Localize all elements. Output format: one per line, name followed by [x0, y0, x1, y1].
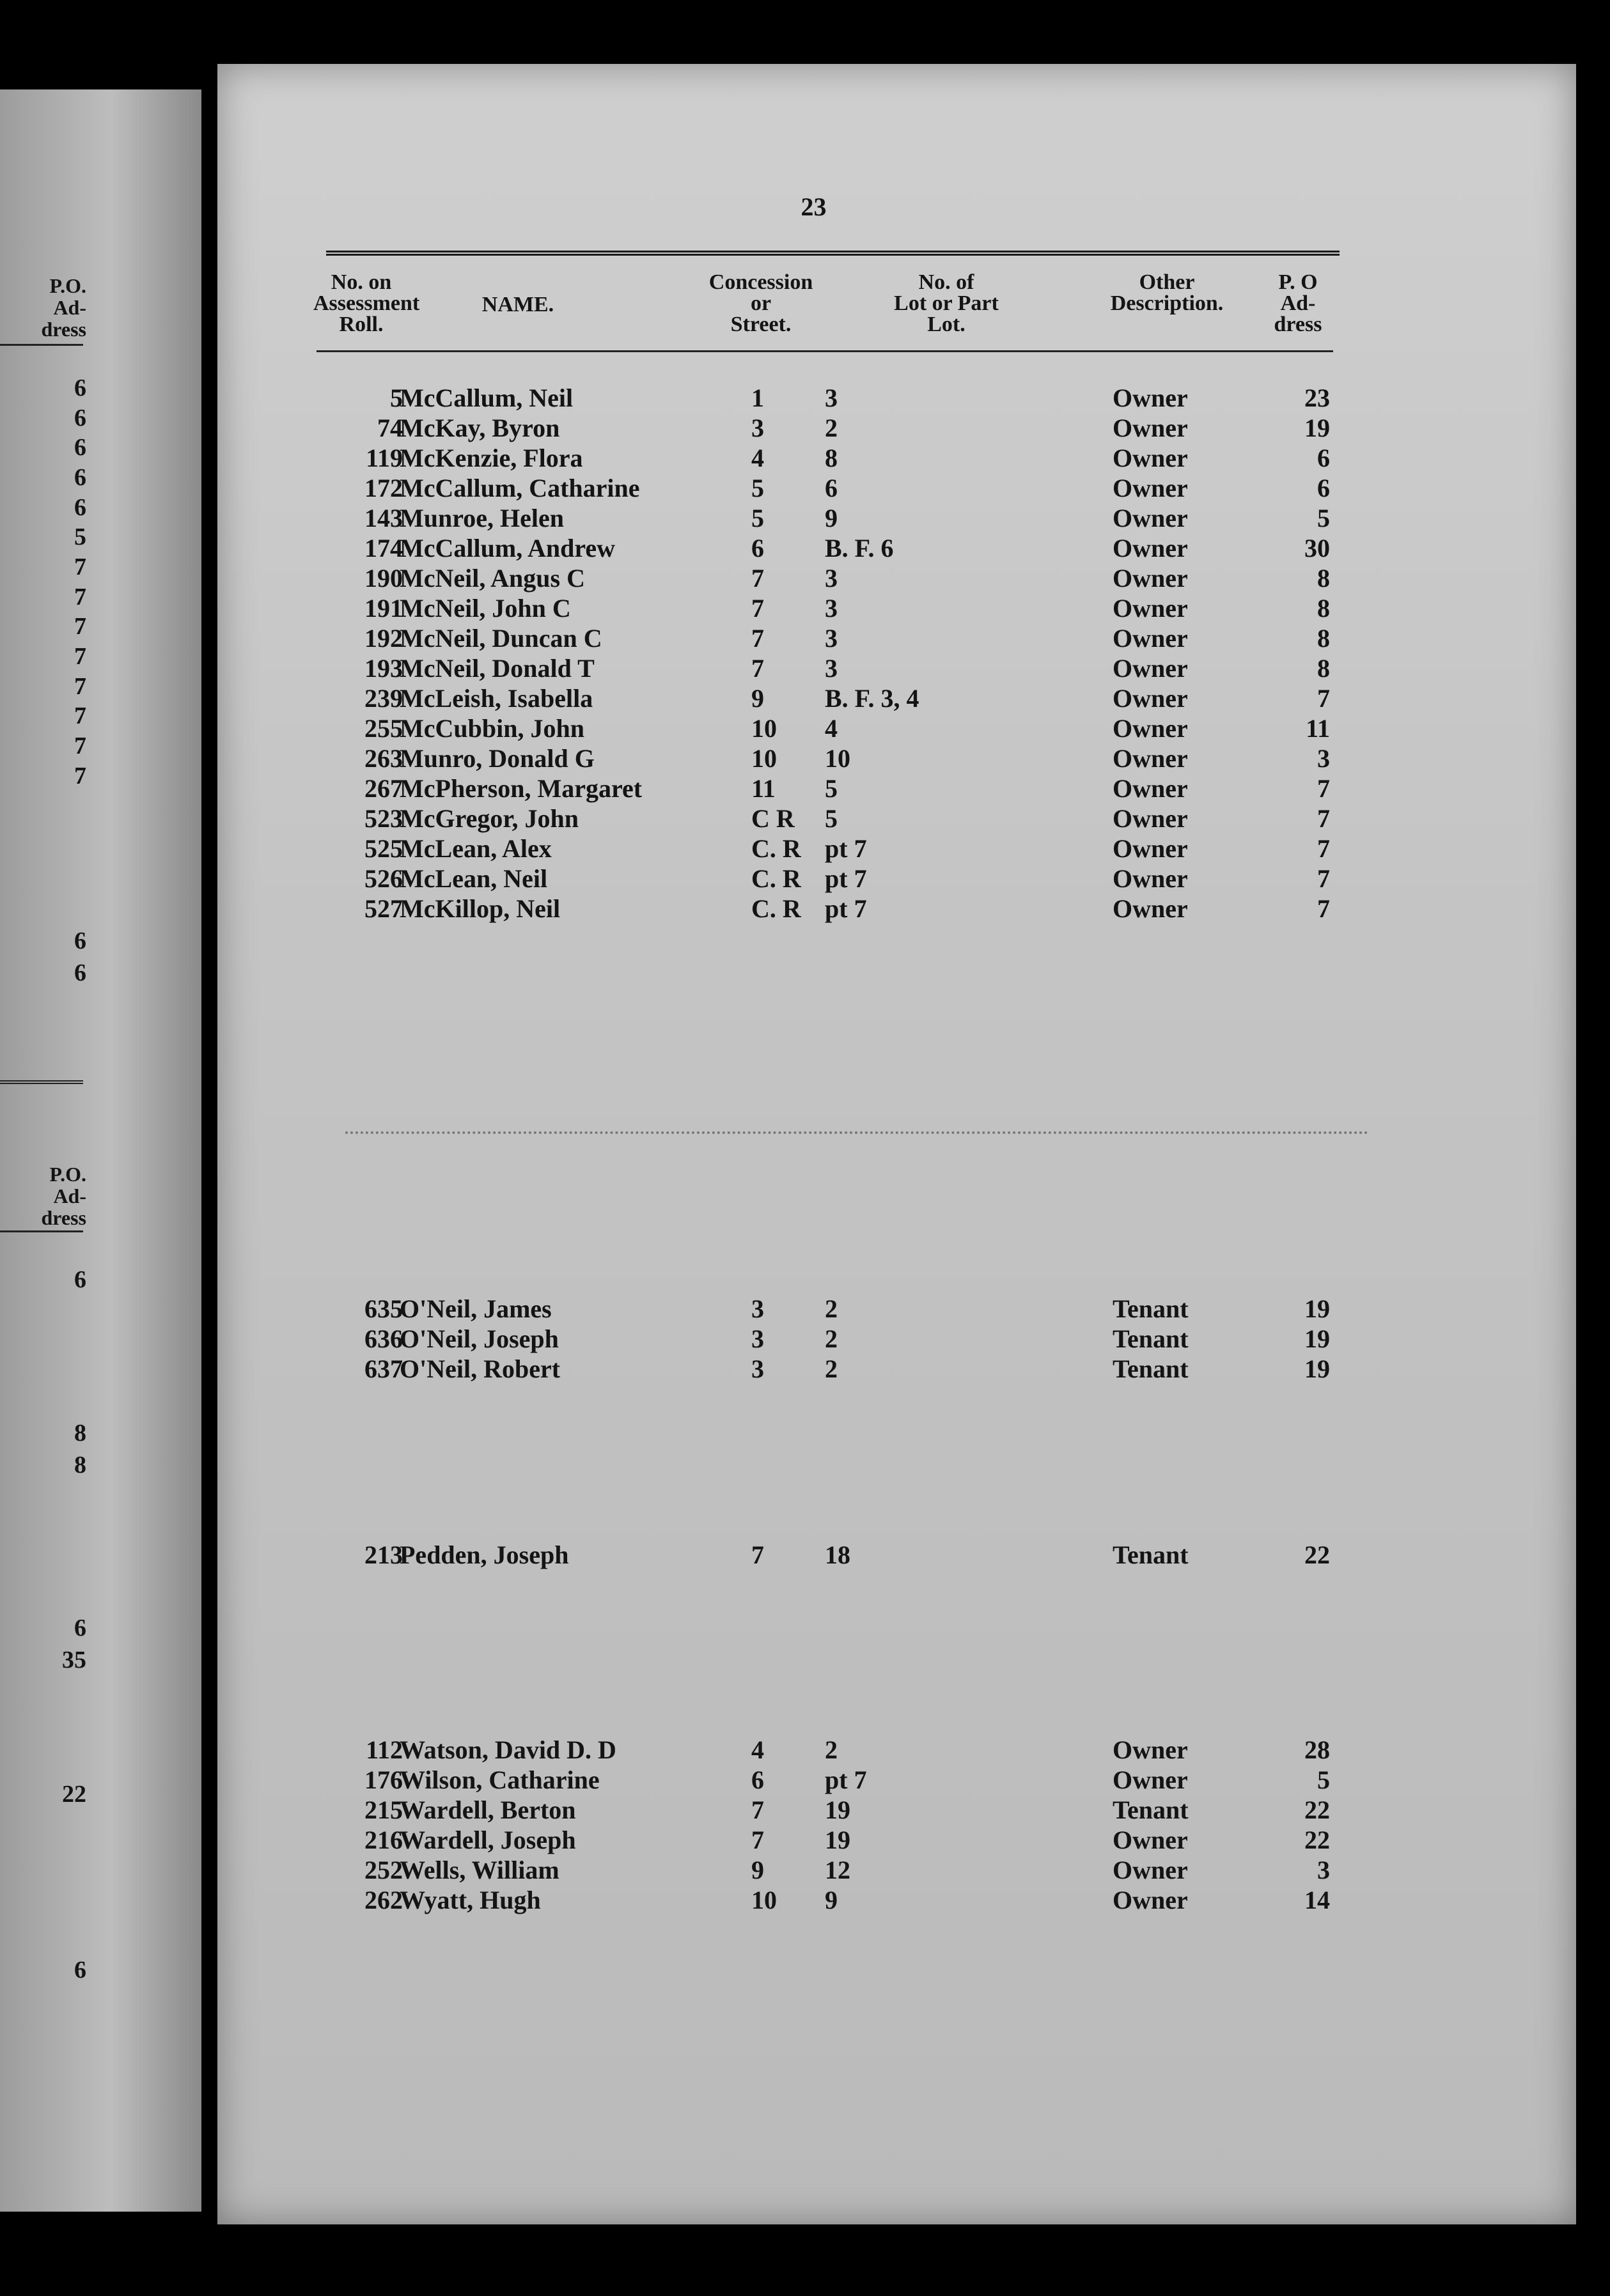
- left-po-value: 6: [74, 959, 86, 986]
- cell-name: McNeil, Donald T: [400, 654, 595, 683]
- left-po-value: 6: [74, 494, 86, 521]
- table-row: [217, 1294, 1576, 1324]
- cell-name: Wilson, Catharine: [400, 1765, 600, 1794]
- cell-po: 22: [1304, 1826, 1330, 1854]
- cell-desc: Tenant: [1113, 1796, 1189, 1824]
- cell-no: 635: [364, 1294, 403, 1323]
- left-po-header-top: P.O. Ad- dress: [41, 274, 86, 341]
- cell-con: 7: [751, 1540, 764, 1569]
- table-row: [217, 1540, 1576, 1570]
- cell-desc: Owner: [1113, 654, 1188, 683]
- cell-con: 10: [751, 744, 777, 773]
- cell-lot: pt 7: [825, 834, 867, 863]
- cell-name: McCallum, Neil: [400, 384, 574, 412]
- cell-name: McCallum, Catharine: [400, 474, 640, 502]
- cell-no: 143: [364, 504, 403, 532]
- cell-con: C. R: [751, 894, 801, 923]
- cell-desc: Owner: [1113, 384, 1188, 412]
- left-po-value: 6: [74, 434, 86, 461]
- table-row: [217, 744, 1576, 773]
- cell-name: McCubbin, John: [400, 714, 584, 743]
- left-po-value: 6: [74, 927, 86, 954]
- cell-po: 7: [1317, 804, 1330, 833]
- cell-desc: Tenant: [1113, 1354, 1189, 1383]
- cell-desc: Owner: [1113, 534, 1188, 562]
- table-row: [217, 624, 1576, 653]
- cell-no: 192: [364, 624, 403, 653]
- cell-name: McKillop, Neil: [400, 894, 561, 923]
- cell-name: Wyatt, Hugh: [400, 1886, 541, 1914]
- cell-con: C. R: [751, 864, 801, 893]
- left-po-value: 35: [62, 1647, 86, 1673]
- cell-desc: Owner: [1113, 834, 1188, 863]
- cell-po: 22: [1304, 1796, 1330, 1824]
- left-po-header-bottom: P.O. Ad- dress: [41, 1163, 86, 1229]
- cell-no: 215: [364, 1796, 403, 1824]
- cell-desc: Owner: [1113, 774, 1188, 803]
- cell-no: 176: [364, 1765, 403, 1794]
- left-po-value: 7: [74, 584, 86, 610]
- cell-no: 523: [364, 804, 403, 833]
- cell-con: 6: [751, 1765, 764, 1794]
- cell-po: 7: [1317, 684, 1330, 713]
- table-row: [217, 654, 1576, 683]
- cell-desc: Tenant: [1113, 1540, 1189, 1569]
- cell-no: 637: [364, 1354, 403, 1383]
- table-row: [217, 564, 1576, 593]
- cell-lot: 19: [825, 1796, 850, 1824]
- table-row: [217, 834, 1576, 864]
- left-po-value: 7: [74, 643, 86, 670]
- cell-po: 3: [1317, 1856, 1330, 1884]
- cell-name: McKenzie, Flora: [400, 444, 583, 472]
- cell-con: 7: [751, 1796, 764, 1824]
- left-po-value: 7: [74, 733, 86, 759]
- cell-name: Watson, David D. D: [400, 1735, 616, 1764]
- cell-po: 22: [1304, 1540, 1330, 1569]
- cell-no: 193: [364, 654, 403, 683]
- cell-lot: 6: [825, 474, 838, 502]
- cell-po: 7: [1317, 774, 1330, 803]
- cell-no: 267: [364, 774, 403, 803]
- cell-po: 8: [1317, 594, 1330, 623]
- left-po-value: 7: [74, 613, 86, 640]
- table-row: [217, 1856, 1576, 1885]
- table-row: [217, 1324, 1576, 1354]
- cell-desc: Owner: [1113, 414, 1188, 442]
- cell-name: O'Neil, James: [400, 1294, 552, 1323]
- cell-name: McNeil, Duncan C: [400, 624, 602, 653]
- table-row: [217, 504, 1576, 533]
- cell-no: 174: [364, 534, 403, 562]
- left-po-value: 7: [74, 763, 86, 789]
- cell-con: 9: [751, 1856, 764, 1884]
- cell-no: 5: [390, 384, 403, 412]
- table-row: [217, 1735, 1576, 1765]
- table-row: [217, 474, 1576, 503]
- cell-desc: Owner: [1113, 564, 1188, 593]
- cell-name: McNeil, John C: [400, 594, 571, 623]
- cell-desc: Owner: [1113, 594, 1188, 623]
- table-row: [217, 1796, 1576, 1825]
- cell-lot: 3: [825, 564, 838, 593]
- page-number: 23: [801, 192, 827, 221]
- cell-lot: 2: [825, 1294, 838, 1323]
- cell-desc: Tenant: [1113, 1324, 1189, 1353]
- cell-no: 119: [366, 444, 403, 472]
- left-po-value: 6: [74, 1615, 86, 1641]
- cell-no: 172: [364, 474, 403, 502]
- cell-desc: Owner: [1113, 504, 1188, 532]
- cell-name: McKay, Byron: [400, 414, 560, 442]
- cell-name: O'Neil, Robert: [400, 1354, 561, 1383]
- left-po-value: 6: [74, 1957, 86, 1983]
- cell-name: Wells, William: [400, 1856, 559, 1884]
- left-po-value: 6: [74, 464, 86, 491]
- facing-page-fragment: [0, 89, 201, 2212]
- cell-no: 74: [377, 414, 403, 442]
- left-header-rule-2: [0, 1230, 83, 1232]
- cell-no: 191: [364, 594, 403, 623]
- table-row: [217, 444, 1576, 473]
- left-po-value: 8: [74, 1452, 86, 1478]
- cell-no: 213: [364, 1540, 403, 1569]
- cell-po: 14: [1304, 1886, 1330, 1914]
- header-double-rule: [326, 251, 1340, 258]
- column-header-name: NAME.: [481, 293, 554, 316]
- cell-con: 4: [751, 444, 764, 472]
- left-po-value: 6: [74, 1266, 86, 1293]
- cell-desc: Owner: [1113, 804, 1188, 833]
- left-po-value: 5: [74, 524, 86, 550]
- cell-no: 636: [364, 1324, 403, 1353]
- cell-po: 5: [1317, 1765, 1330, 1794]
- cell-desc: Owner: [1113, 864, 1188, 893]
- table-row: [217, 864, 1576, 894]
- cell-name: McNeil, Angus C: [400, 564, 585, 593]
- assessment-roll-page: [217, 64, 1576, 2224]
- cell-desc: Owner: [1113, 1735, 1188, 1764]
- table-row: [217, 1765, 1576, 1795]
- table-row: [217, 1826, 1576, 1855]
- cell-po: 19: [1304, 1324, 1330, 1353]
- cell-lot: 3: [825, 624, 838, 653]
- left-section-rule: [0, 1080, 83, 1087]
- cell-po: 23: [1304, 384, 1330, 412]
- cell-po: 7: [1317, 894, 1330, 923]
- cell-po: 5: [1317, 504, 1330, 532]
- cell-po: 8: [1317, 654, 1330, 683]
- table-row: [217, 534, 1576, 563]
- left-po-value: 6: [74, 375, 86, 401]
- cell-desc: Owner: [1113, 744, 1188, 773]
- cell-no: 525: [364, 834, 403, 863]
- cell-name: Munro, Donald G: [400, 744, 595, 773]
- cell-con: 7: [751, 564, 764, 593]
- cell-po: 6: [1317, 474, 1330, 502]
- cell-lot: 12: [825, 1856, 850, 1884]
- cell-desc: Owner: [1113, 894, 1188, 923]
- cell-lot: 19: [825, 1826, 850, 1854]
- left-po-value: 7: [74, 702, 86, 729]
- cell-con: 3: [751, 414, 764, 442]
- cell-lot: 2: [825, 1354, 838, 1383]
- cell-no: 527: [364, 894, 403, 923]
- cell-lot: pt 7: [825, 864, 867, 893]
- cell-con: C. R: [751, 834, 801, 863]
- cell-name: McLean, Neil: [400, 864, 548, 893]
- cell-po: 8: [1317, 624, 1330, 653]
- table-row: [217, 384, 1576, 413]
- cell-lot: B. F. 6: [825, 534, 894, 562]
- cell-con: 6: [751, 534, 764, 562]
- cell-con: 7: [751, 624, 764, 653]
- cell-con: 7: [751, 1826, 764, 1854]
- cell-po: 11: [1306, 714, 1330, 743]
- cell-con: 10: [751, 1886, 777, 1914]
- table-row: [217, 594, 1576, 623]
- cell-no: 262: [364, 1886, 403, 1914]
- left-po-value: 22: [62, 1781, 86, 1808]
- cell-con: 5: [751, 504, 764, 532]
- faint-separator: [345, 1131, 1368, 1134]
- table-row: [217, 1354, 1576, 1384]
- cell-con: C R: [751, 804, 795, 833]
- cell-con: 10: [751, 714, 777, 743]
- cell-desc: Owner: [1113, 444, 1188, 472]
- cell-lot: 3: [825, 594, 838, 623]
- cell-no: 239: [364, 684, 403, 713]
- cell-lot: 2: [825, 1324, 838, 1353]
- cell-lot: 9: [825, 504, 838, 532]
- left-po-value: 6: [74, 405, 86, 431]
- cell-desc: Owner: [1113, 684, 1188, 713]
- cell-lot: 8: [825, 444, 838, 472]
- cell-no: 526: [364, 864, 403, 893]
- cell-con: 3: [751, 1354, 764, 1383]
- cell-con: 4: [751, 1735, 764, 1764]
- cell-con: 3: [751, 1294, 764, 1323]
- cell-con: 5: [751, 474, 764, 502]
- cell-name: O'Neil, Joseph: [400, 1324, 559, 1353]
- table-row: [217, 1886, 1576, 1915]
- cell-no: 112: [366, 1735, 403, 1764]
- cell-desc: Owner: [1113, 1765, 1188, 1794]
- cell-desc: Owner: [1113, 1826, 1188, 1854]
- cell-con: 7: [751, 654, 764, 683]
- cell-con: 11: [751, 774, 776, 803]
- table-row: [217, 684, 1576, 713]
- cell-lot: pt 7: [825, 1765, 867, 1794]
- cell-lot: 9: [825, 1886, 838, 1914]
- cell-lot: B. F. 3, 4: [825, 684, 919, 713]
- cell-lot: 2: [825, 1735, 838, 1764]
- cell-po: 19: [1304, 414, 1330, 442]
- table-row: [217, 804, 1576, 834]
- cell-desc: Owner: [1113, 1886, 1188, 1914]
- table-row: [217, 894, 1576, 924]
- cell-po: 28: [1304, 1735, 1330, 1764]
- column-header-description: Other Description.: [1110, 270, 1224, 315]
- cell-po: 19: [1304, 1354, 1330, 1383]
- cell-lot: 5: [825, 774, 838, 803]
- table-row: [217, 414, 1576, 443]
- cell-po: 19: [1304, 1294, 1330, 1323]
- cell-desc: Owner: [1113, 474, 1188, 502]
- cell-lot: 2: [825, 414, 838, 442]
- cell-desc: Tenant: [1113, 1294, 1189, 1323]
- cell-lot: 18: [825, 1540, 850, 1569]
- column-header-lot: No. of Lot or Part Lot.: [894, 270, 999, 336]
- cell-no: 263: [364, 744, 403, 773]
- cell-name: Munroe, Helen: [400, 504, 565, 532]
- cell-lot: 4: [825, 714, 838, 743]
- cell-no: 216: [364, 1826, 403, 1854]
- column-header-po-address: P. O Ad- dress: [1274, 270, 1322, 336]
- cell-desc: Owner: [1113, 624, 1188, 653]
- left-po-value: 7: [74, 554, 86, 580]
- cell-name: McLeish, Isabella: [400, 684, 593, 713]
- cell-desc: Owner: [1113, 1856, 1188, 1884]
- cell-no: 255: [364, 714, 403, 743]
- cell-name: McGregor, John: [400, 804, 579, 833]
- column-header-rule: [317, 350, 1333, 352]
- left-header-rule: [0, 344, 83, 346]
- cell-po: 3: [1317, 744, 1330, 773]
- cell-no: 252: [364, 1856, 403, 1884]
- cell-con: 7: [751, 594, 764, 623]
- cell-po: 7: [1317, 834, 1330, 863]
- cell-lot: 10: [825, 744, 850, 773]
- cell-con: 9: [751, 684, 764, 713]
- left-po-value: 8: [74, 1420, 86, 1447]
- cell-po: 6: [1317, 444, 1330, 472]
- cell-lot: pt 7: [825, 894, 867, 923]
- left-po-value: 7: [74, 673, 86, 700]
- table-row: [217, 774, 1576, 803]
- cell-po: 30: [1304, 534, 1330, 562]
- table-row: [217, 714, 1576, 743]
- cell-po: 8: [1317, 564, 1330, 593]
- cell-lot: 3: [825, 384, 838, 412]
- cell-desc: Owner: [1113, 714, 1188, 743]
- cell-po: 7: [1317, 864, 1330, 893]
- cell-con: 1: [751, 384, 764, 412]
- cell-name: Wardell, Joseph: [400, 1826, 576, 1854]
- column-header-concession: Concession or Street.: [708, 270, 813, 336]
- cell-name: Wardell, Berton: [400, 1796, 576, 1824]
- cell-name: Pedden, Joseph: [400, 1540, 569, 1569]
- cell-name: McLean, Alex: [400, 834, 552, 863]
- cell-con: 3: [751, 1324, 764, 1353]
- cell-name: McPherson, Margaret: [400, 774, 643, 803]
- cell-lot: 3: [825, 654, 838, 683]
- column-header-no-on-roll: No. on Assessment Roll.: [313, 270, 420, 336]
- cell-name: McCallum, Andrew: [400, 534, 616, 562]
- cell-no: 190: [364, 564, 403, 593]
- cell-lot: 5: [825, 804, 838, 833]
